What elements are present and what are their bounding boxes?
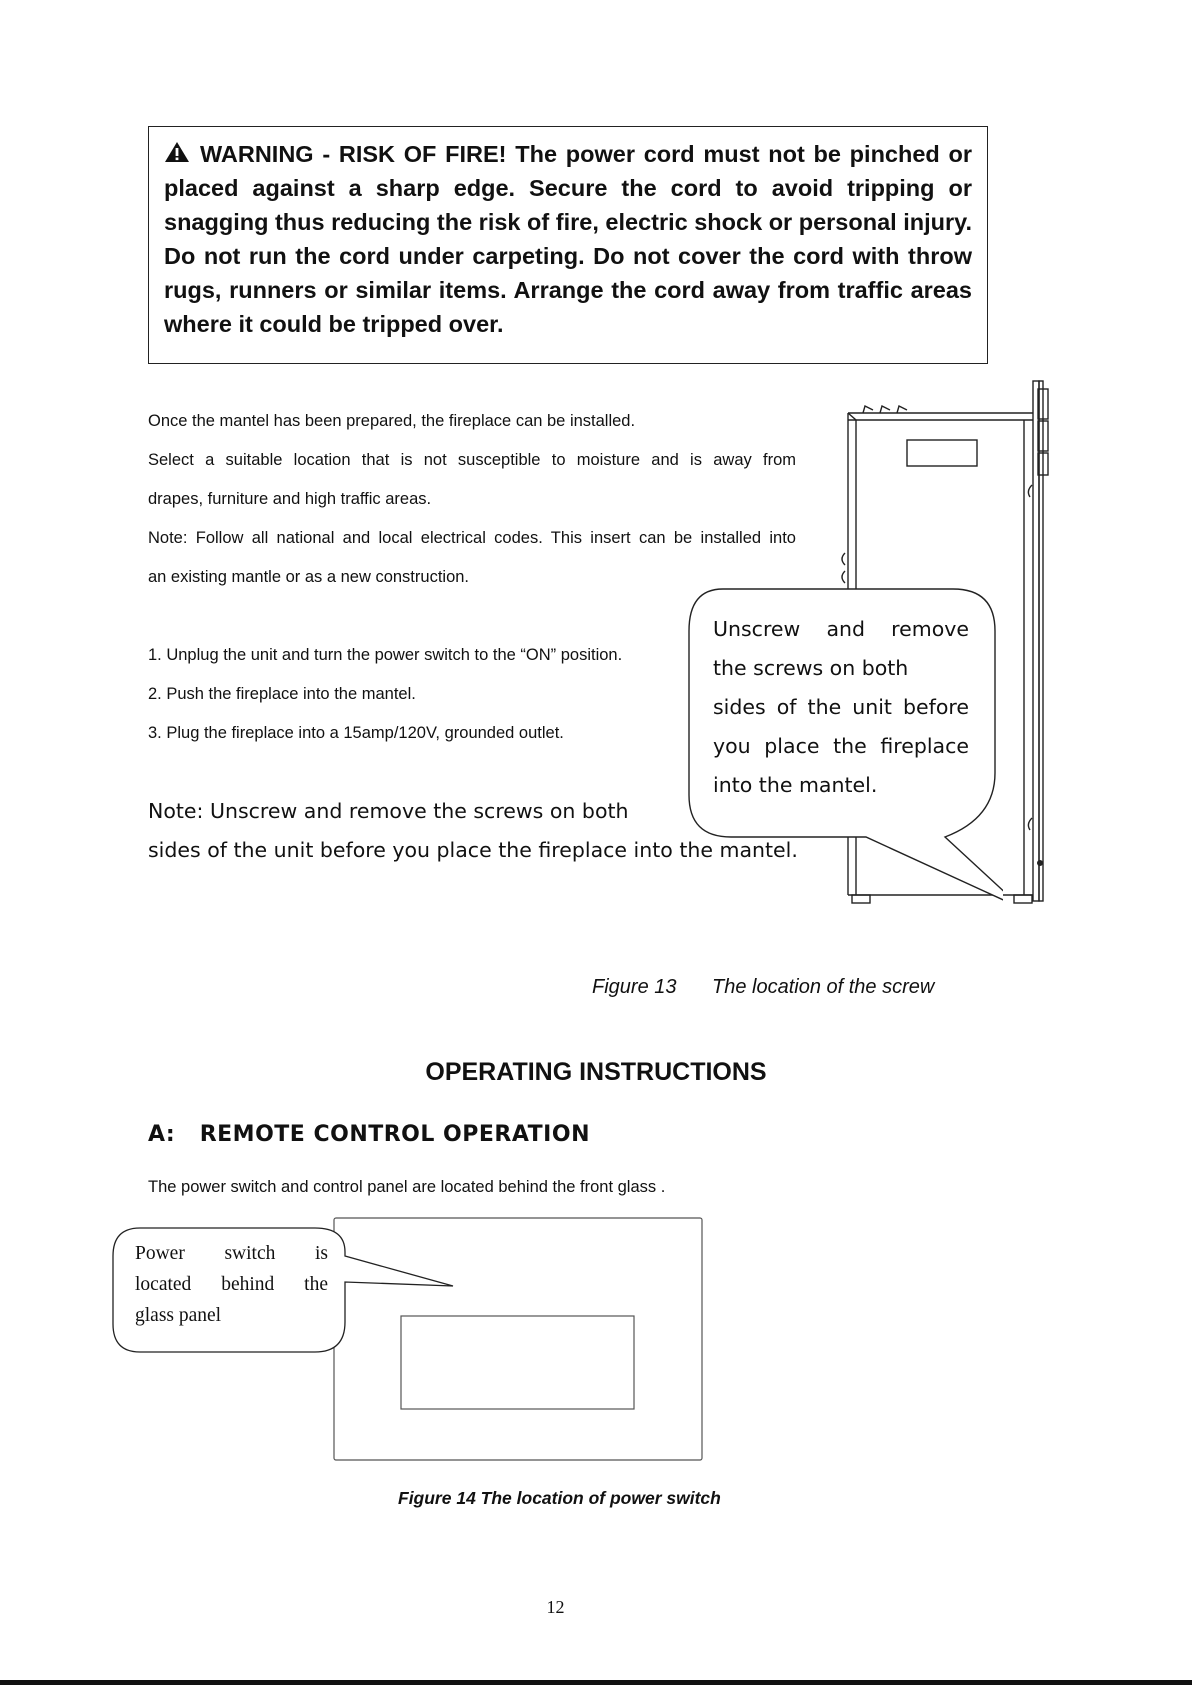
callout-14-line-2: located behind the: [135, 1274, 328, 1295]
intro-line-5: an existing mantle or as a new construction.: [148, 568, 470, 586]
warning-body: The power cord must not be pinched or placed against a sharp edge. Secure the cord to avoid tripping or snagging thus reducing the risk of fire, electric shock or personal injury. Do not run the cord under carpeting. Do not cover the cord with throw rugs, runners or similar items. Arrange the cord away from traffic areas where it could be tripped over.: [164, 141, 973, 337]
intro-line-2: Select a suitable location that is not susceptible to moisture and is away from: [148, 451, 796, 469]
figure-13-caption: The location of the screw: [712, 976, 935, 998]
warning-lead: WARNING - RISK OF FIRE!: [200, 141, 507, 167]
warning-triangle-icon: [164, 141, 190, 163]
step-1: 1. Unplug the unit and turn the power switch to the “ON” position.: [148, 646, 623, 664]
callout-13-text: [688, 588, 994, 838]
page-bottom-edge: [0, 1680, 1192, 1685]
callout-13-line-5: into the mantel.: [713, 773, 878, 797]
callout-13-line-3: sides of the unit before: [713, 695, 969, 719]
section-subheading: A: REMOTE CONTROL OPERATION: [148, 1122, 590, 1147]
figure-13-number: Figure 13: [592, 976, 677, 998]
page-number: 12: [546, 1597, 565, 1617]
intro-line-1: Once the mantel has been prepared, the fireplace can be installed.: [148, 412, 636, 430]
note-line-1: Note: Unscrew and remove the screws on both: [148, 799, 629, 823]
warning-text: [164, 137, 972, 341]
section-intro: The power switch and control panel are located behind the front glass .: [148, 1178, 666, 1196]
callout-13-line-4: you place the fireplace: [713, 734, 969, 758]
callout-13-line-2: the screws on both: [713, 656, 909, 680]
figure-14-caption: Figure 14 The location of power switch: [398, 1488, 721, 1508]
step-2: 2. Push the fireplace into the mantel.: [148, 685, 416, 703]
warning-box: [148, 126, 988, 364]
intro-line-4: Note: Follow all national and local electrical codes. This insert can be installed into: [148, 529, 796, 547]
section-heading: OPERATING INSTRUCTIONS: [425, 1058, 767, 1086]
callout-14-line-1: Power switch is: [135, 1243, 328, 1264]
step-3: 3. Plug the fireplace into a 15amp/120V, grounded outlet.: [148, 724, 564, 742]
intro-line-3: drapes, furniture and high traffic areas.: [148, 490, 432, 508]
callout-14-text: [112, 1228, 342, 1331]
note-line-2: sides of the unit before you place the fireplace into the mantel.: [148, 838, 798, 862]
callout-14-line-3: glass panel: [135, 1305, 222, 1326]
callout-13-line-1: Unscrew and remove: [713, 617, 969, 641]
